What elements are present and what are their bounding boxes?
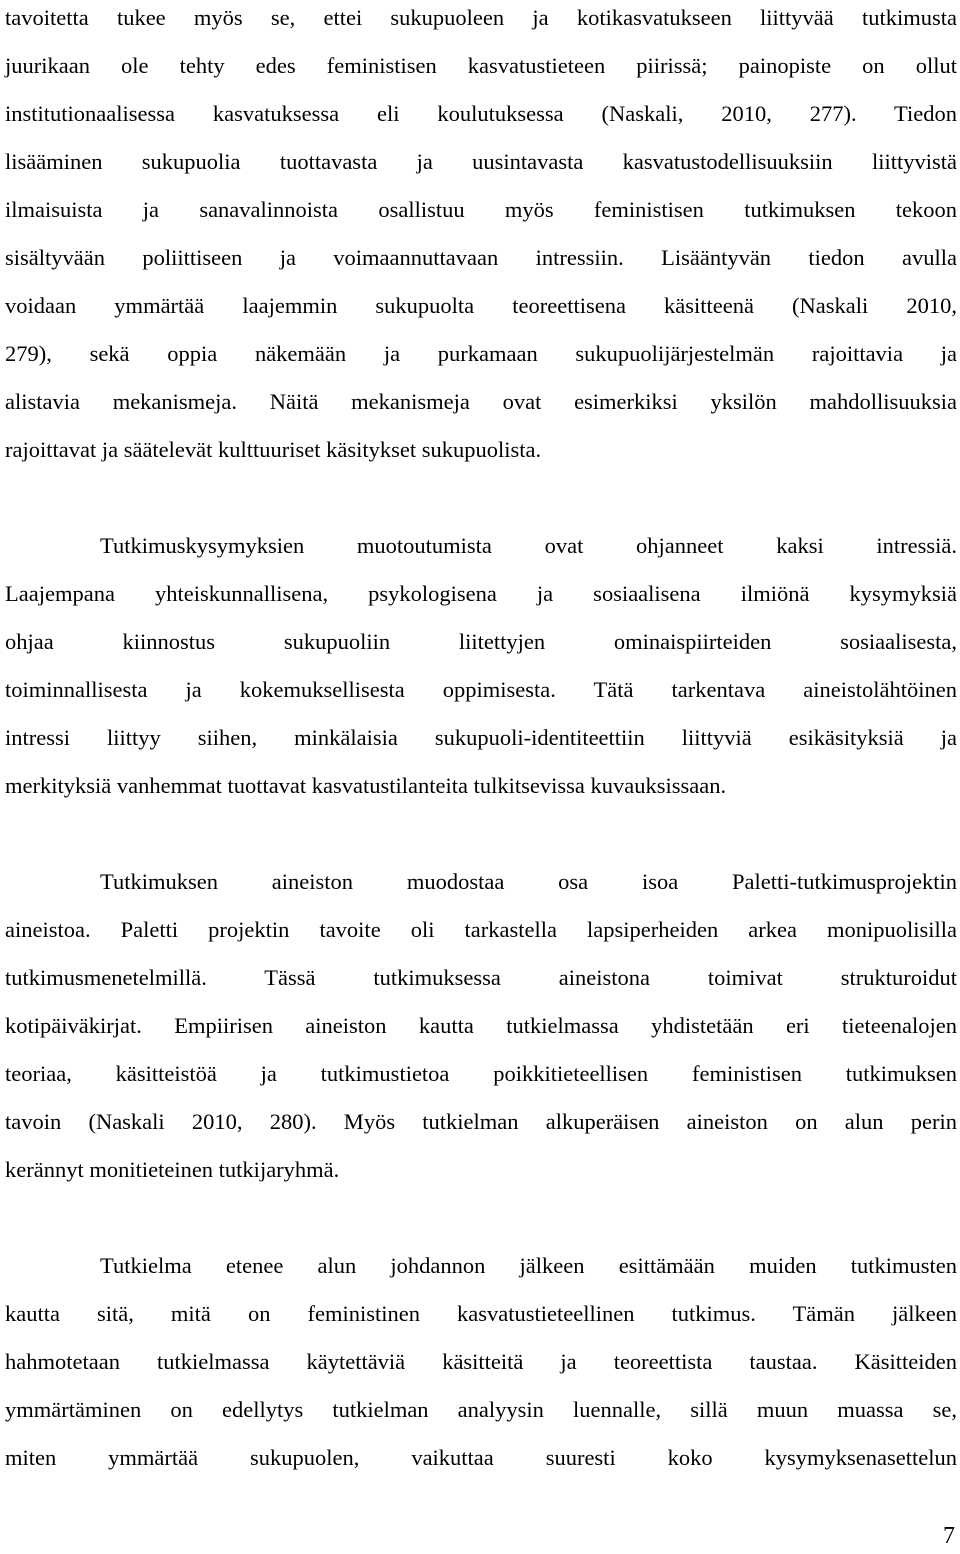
text-line: rajoittavat ja säätelevät kulttuuriset käsitykset sukupuolista. <box>5 437 542 462</box>
text-line: institutionaalisessa kasvatuksessa eli koulutuksessa (Naskali, 2010, 277). Tiedon <box>5 101 957 126</box>
text-line: ohjaa kiinnostus sukupuoliin liitettyjen ominaispiirteiden sosiaalisesta, <box>5 629 957 654</box>
text-line: voidaan ymmärtää laajemmin sukupuolta teoreettisena käsitteenä (Naskali 2010, <box>5 293 957 318</box>
text-line: kotipäiväkirjat. Empiirisen aineiston kautta tutkielmassa yhdistetään eri tieteenalojen <box>5 1013 957 1038</box>
text-line: aineistoa. Paletti projektin tavoite oli tarkastella lapsiperheiden arkea monipuolisilla <box>5 917 957 942</box>
text-line: ymmärtäminen on edellytys tutkielman analyysin luennalle, sillä muun muassa se, <box>5 1397 957 1422</box>
text-line: sisältyvään poliittiseen ja voimaannuttavaan intressiin. Lisääntyvän tiedon avulla <box>5 245 957 270</box>
text-line: intressi liittyy siihen, minkälaisia sukupuoli-identiteettiin liittyviä esikäsityksiä ja <box>5 725 957 750</box>
text-line: teoriaa, käsitteistöä ja tutkimustietoa poikkitieteellisen feministisen tutkimuksen <box>5 1061 957 1086</box>
text-line: miten ymmärtää sukupuolen, vaikuttaa suuresti koko kysymyksenasettelun <box>5 1445 957 1470</box>
page-number: 7 <box>943 1523 955 1549</box>
text-line: alistavia mekanismeja. Näitä mekanismeja ovat esimerkiksi yksilön mahdollisuuksia <box>5 389 957 414</box>
text-line: Tutkimuksen aineiston muodostaa osa isoa Paletti-tutkimusprojektin <box>100 869 957 894</box>
text-line: tutkimusmenetelmillä. Tässä tutkimuksessa aineistona toimivat strukturoidut <box>5 965 957 990</box>
text-line: Laajempana yhteiskunnallisena, psykologisena ja sosiaalisena ilmiönä kysymyksiä <box>5 581 957 606</box>
text-line: juurikaan ole tehty edes feministisen kasvatustieteen piirissä; painopiste on ollut <box>5 53 957 78</box>
text-line: merkityksiä vanhemmat tuottavat kasvatustilanteita tulkitsevissa kuvauksissaan. <box>5 773 727 798</box>
text-line: hahmotetaan tutkielmassa käytettäviä käsitteitä ja teoreettista taustaa. Käsitteiden <box>5 1349 957 1374</box>
text-line: kerännyt monitieteinen tutkijaryhmä. <box>5 1157 340 1182</box>
text-line: Tutkimuskysymyksien muotoutumista ovat ohjanneet kaksi intressiä. <box>100 533 957 558</box>
text-line: Tutkielma etenee alun johdannon jälkeen esittämään muiden tutkimusten <box>100 1253 957 1278</box>
text-line: tavoin (Naskali 2010, 280). Myös tutkielman alkuperäisen aineiston on alun perin <box>5 1109 957 1134</box>
text-line: lisääminen sukupuolia tuottavasta ja uusintavasta kasvatustodellisuuksiin liittyvistä <box>5 149 957 174</box>
text-line: kautta sitä, mitä on feministinen kasvatustieteellinen tutkimus. Tämän jälkeen <box>5 1301 957 1326</box>
text-line: ilmaisuista ja sanavalinnoista osallistuu myös feministisen tutkimuksen tekoon <box>5 197 957 222</box>
text-line: 279), sekä oppia näkemään ja purkamaan sukupuolijärjestelmän rajoittavia ja <box>5 341 957 366</box>
text-line: toiminnallisesta ja kokemuksellisesta oppimisesta. Tätä tarkentava aineistolähtöinen <box>5 677 957 702</box>
text-line: tavoitetta tukee myös se, ettei sukupuoleen ja kotikasvatukseen liittyvää tutkimusta <box>5 5 957 30</box>
